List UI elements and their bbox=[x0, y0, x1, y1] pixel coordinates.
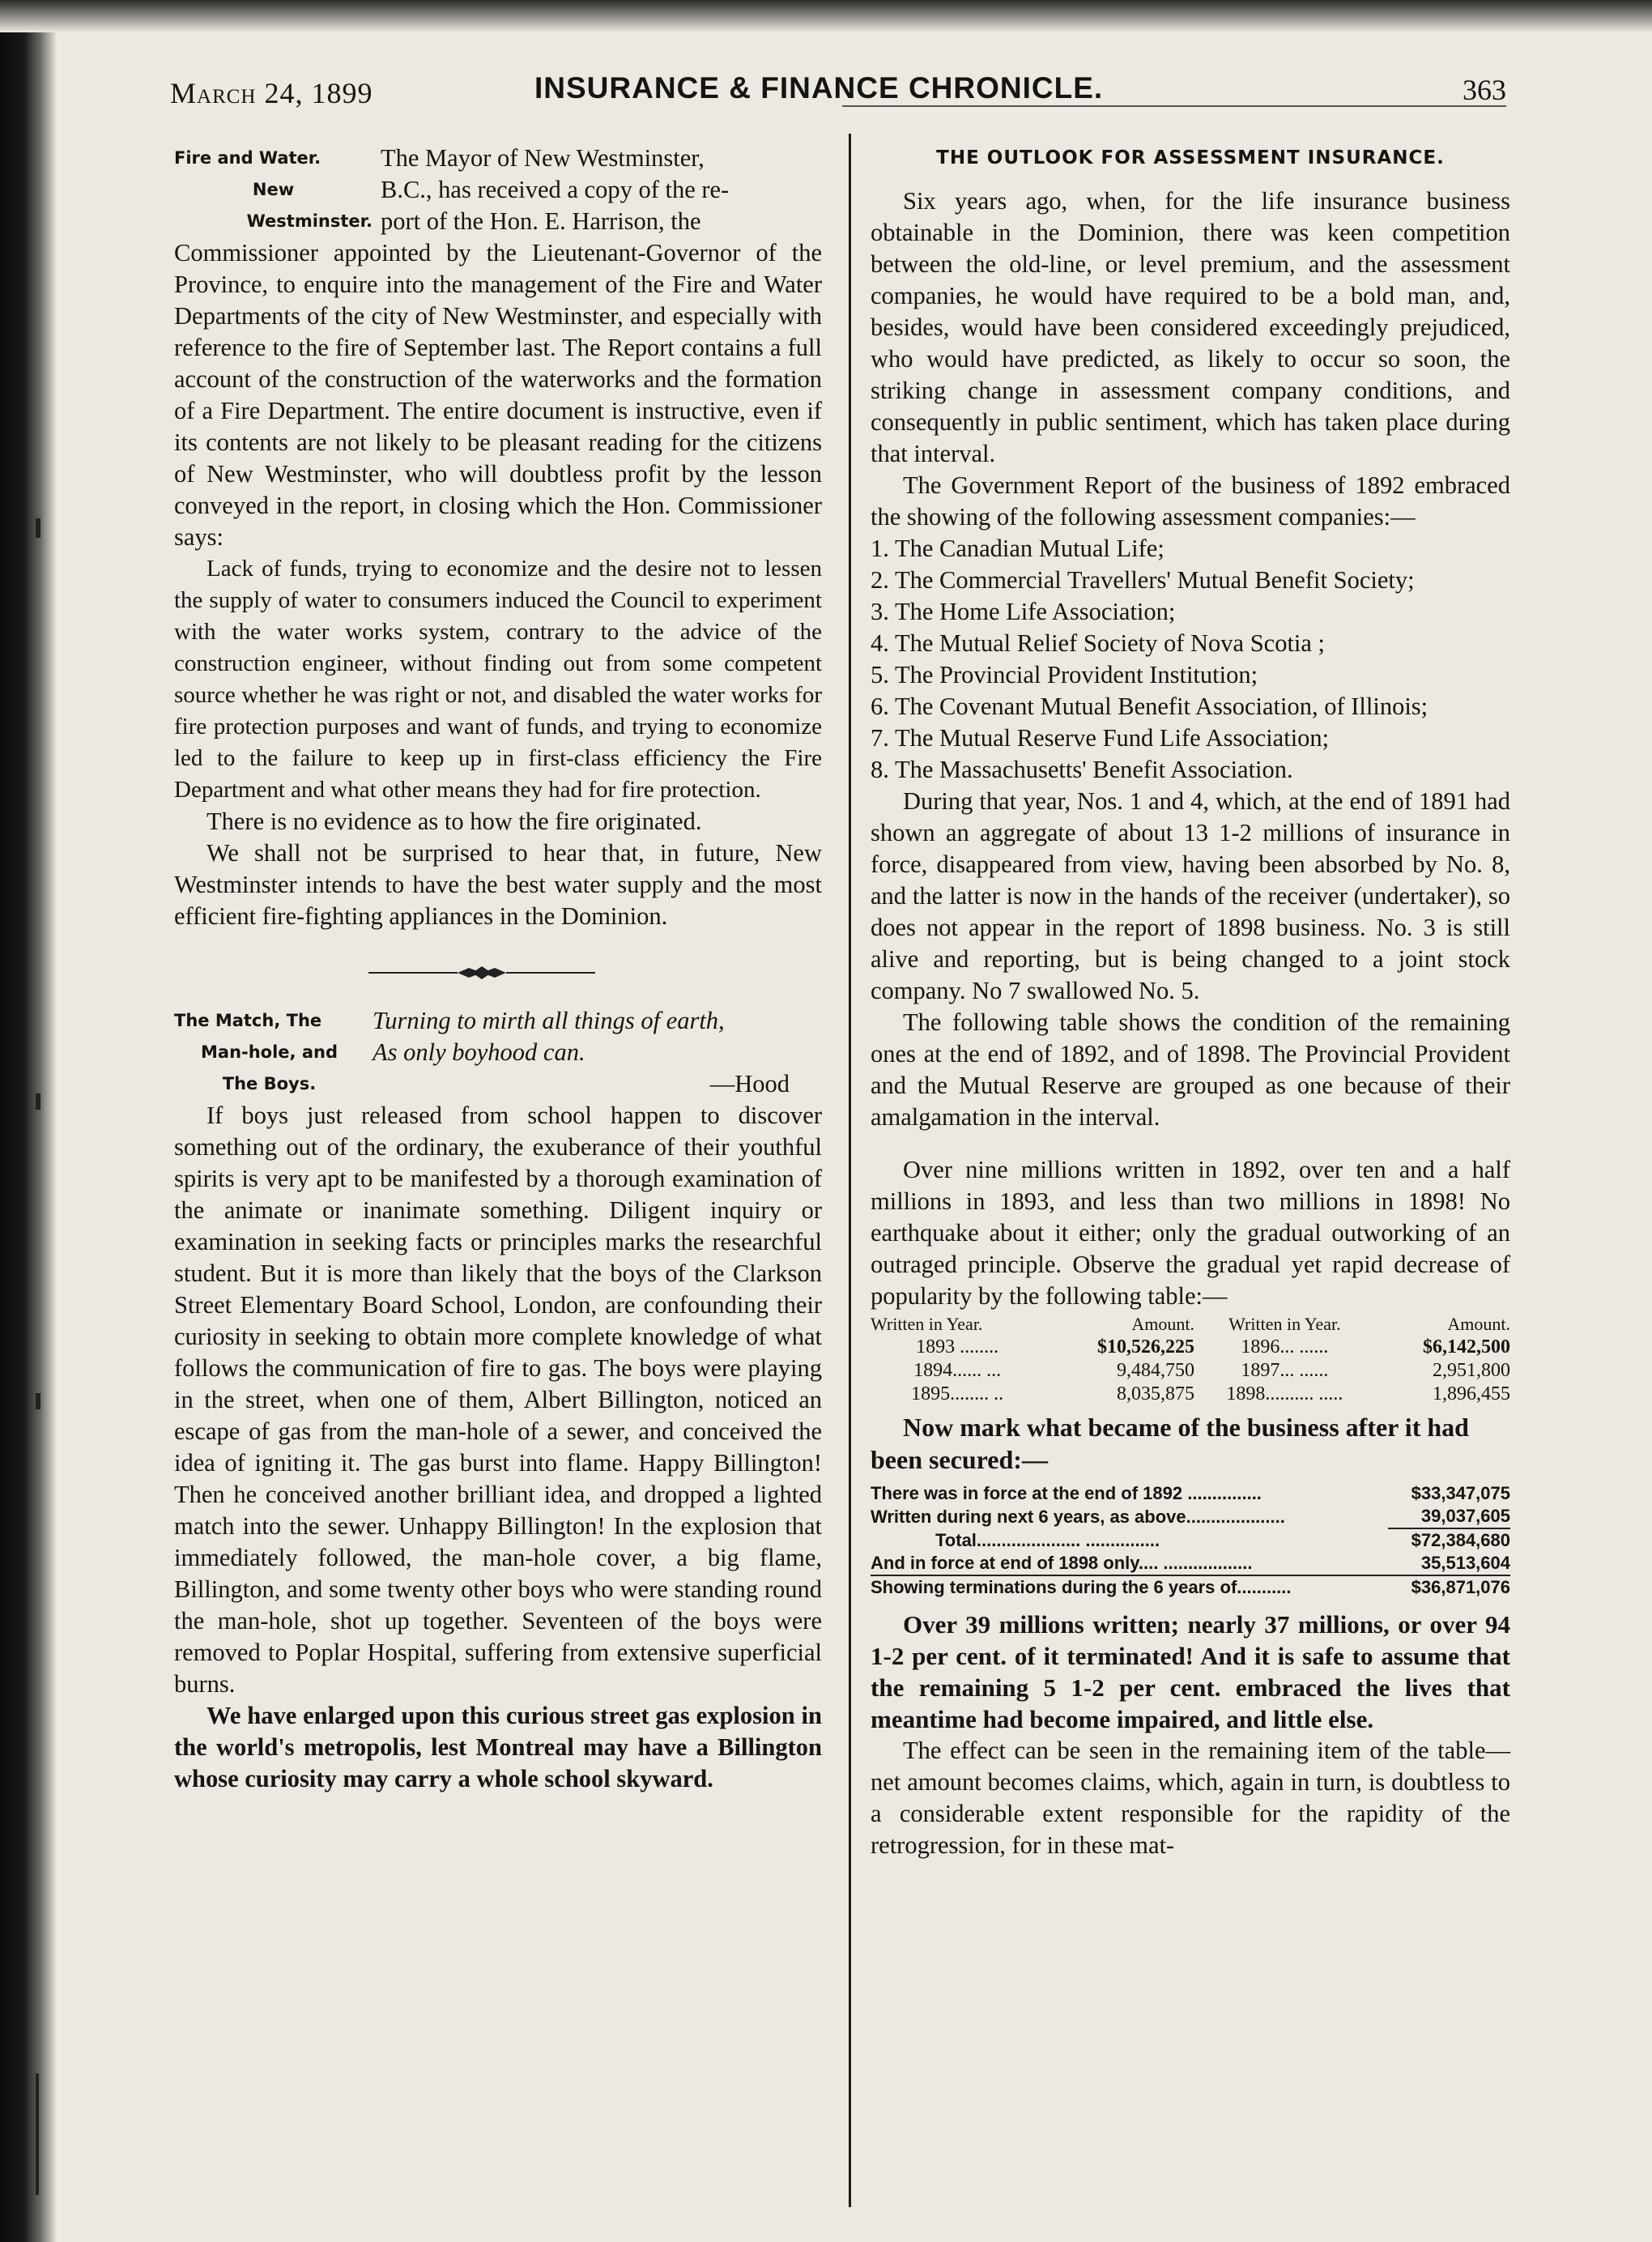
article-fire-and-water bbox=[174, 143, 822, 932]
table-cell: 1898.......... ..... bbox=[1226, 1383, 1343, 1404]
page-binding-edge bbox=[0, 0, 57, 2242]
sidehead-line: New bbox=[252, 180, 295, 199]
table-header: Amount. bbox=[1131, 1314, 1194, 1334]
sidehead bbox=[174, 143, 373, 237]
paragraph: We have enlarged upon this curious street gas explosion in the world's metropolis, lest Montreal may have a Billington whose curiosity may carry a whole school skyward. bbox=[174, 1702, 822, 1792]
article-the-match bbox=[174, 1005, 822, 1795]
page-top-edge bbox=[0, 0, 1652, 32]
paragraph: If boys just released from school happen to discover something out of the ordinary, the exuberance of their youthful spirits is very apt to be manifested by a thorough examination of the animate or inanimate something. Diligent inquiry or examination in seeking facts or principles marks the researchful student. But it is more than likely that the boys of the Clarkson Street Elementary Board School, London, are confounding their curiosity in seeking to obtain more complete knowledge of what follows the communication of fire to gas. The boys were playing in the street, when one of them, Albert Billington, noticed an escape of gas from the man-hole of a sewer, and conceived the idea of igniting it. The gas burst into flame. Happy Billington! Then he conceived another brilliant idea, and dropped a lighted match into the sewer. Unhappy Billington! In the explosion that immediately followed, the man-hole cover, a big flame, Billington, and some twenty other boys who were standing round the man-hole, shot up together. Seventeen of the boys were removed to Poplar Hospital, suffering from extensive superficial burns. bbox=[174, 1102, 822, 1698]
totals-table bbox=[871, 1482, 1510, 1599]
table-row bbox=[871, 1505, 1510, 1528]
paragraph: The effect can be seen in the remaining item of the table—net amount becomes claims, which, again in turn, is doubtless to a considerable extent responsible for the rapidity of the retrogression, for in these mat- bbox=[871, 1737, 1510, 1859]
table-header: Written in Year. bbox=[871, 1314, 983, 1334]
poem-line: As only boyhood can. bbox=[373, 1038, 585, 1066]
poem-attribution: —Hood bbox=[709, 1070, 790, 1098]
table-cell: 1894...... ... bbox=[913, 1360, 1002, 1381]
paragraph: Commissioner appointed by the Lieutenant-Governor of the Province, to enquire into the management of the Fire and Water Departments of the city of New Westminster, and especially with reference to the fire of September last. The Report contains a full account of the construction of the waterworks and the formation of a Fire Department. The entire document is instructive, even if its contents are not likely to be pleasant reading for the citizens of New Westminster, who will doubtless profit by the lesson conveyed in the report, in closing which the Hon. Commissioner says: bbox=[174, 239, 822, 551]
list-item: 7. The Mutual Reserve Fund Life Association; bbox=[871, 724, 1330, 752]
table-cell: $6,142,500 bbox=[1423, 1336, 1510, 1358]
table-cell: There was in force at the end of 1892 ............... bbox=[871, 1483, 1262, 1503]
table-cell: $33,347,075 bbox=[1411, 1483, 1510, 1503]
paragraph: There is no evidence as to how the fire originated. bbox=[206, 808, 702, 835]
list-item: 2. The Commercial Travellers' Mutual Benefit Society; bbox=[871, 566, 1415, 594]
margin-mark bbox=[36, 1393, 40, 1409]
sidehead-line: The Match, The bbox=[174, 1011, 322, 1030]
list-item: 5. The Provincial Provident Institution; bbox=[871, 661, 1258, 688]
table-cell: 1895........ .. bbox=[911, 1383, 1004, 1404]
list-item: 4. The Mutual Relief Society of Nova Scotia ; bbox=[871, 629, 1326, 657]
paragraph: Over 39 millions written; nearly 37 millions, or over 94 1-2 per cent. of it terminated! And it is safe to assume that the remaining 5 1-2 per cent. embraced the lives that meantime had become impaired, and little else. bbox=[871, 1610, 1510, 1733]
table-header: Written in Year. bbox=[1228, 1314, 1341, 1334]
table-cell: 2,951,800 bbox=[1433, 1360, 1510, 1381]
paragraph: The following table shows the condition of the remaining ones at the end of 1892, and of 1898. The Provincial Provident and the Mutual Reserve are grouped as one because of their amalgamation in the interval. bbox=[871, 1008, 1510, 1131]
section-ornament bbox=[368, 965, 595, 981]
paragraph: The Government Report of the business of 1892 embraced the showing of the following assessment companies:— bbox=[871, 471, 1510, 531]
margin-mark bbox=[36, 518, 40, 538]
list-item: 3. The Home Life Association; bbox=[871, 598, 1176, 625]
column-rule bbox=[849, 134, 851, 2207]
table-row bbox=[871, 1575, 1510, 1599]
table-row bbox=[871, 1336, 1510, 1359]
sidehead-line: Westminster. bbox=[246, 211, 373, 231]
article-title: THE OUTLOOK FOR ASSESSMENT INSURANCE. bbox=[936, 147, 1445, 168]
paragraph: Over nine millions written in 1892, over ten and a half millions in 1893, and less than two millions in 1898! No earthquake about it either; only the gradual outworking of an outraged principle. Observe the gradual yet rapid decrease of popularity by the following table:— bbox=[871, 1156, 1510, 1310]
table-cell: Showing terminations during the 6 years of........... bbox=[871, 1575, 1388, 1599]
header-date: March 24, 1899 bbox=[170, 77, 373, 109]
lead-line: The Mayor of New Westminster, bbox=[381, 144, 705, 172]
table-cell: $36,871,076 bbox=[1388, 1575, 1510, 1599]
table-cell: And in force at end of 1898 only.... .................. bbox=[871, 1553, 1253, 1573]
table-cell: 39,037,605 bbox=[1420, 1506, 1510, 1526]
table-cell: $72,384,680 bbox=[1388, 1528, 1510, 1552]
paragraph: During that year, Nos. 1 and 4, which, at the end of 1891 had shown an aggregate of about 13 1-2 millions of insurance in force, disappeared from view, having been absorbed by No. 8, and the latter is now in the hands of the receiver (undertaker), so does not appear in the report of 1898 business. No. 3 is still alive and reporting, but is being changed to a joint stock company. No 7 swallowed No. 5. bbox=[871, 787, 1510, 1004]
table-header: Amount. bbox=[1447, 1314, 1510, 1334]
header-page-number: 363 bbox=[1463, 74, 1506, 106]
table-cell: 1896... ...... bbox=[1241, 1336, 1329, 1358]
company-list bbox=[871, 533, 1510, 786]
list-item: 8. The Massachusetts' Benefit Association. bbox=[871, 756, 1293, 783]
table-row bbox=[871, 1482, 1510, 1505]
header-title: INSURANCE & FINANCE CHRONICLE. bbox=[534, 71, 1104, 104]
table-cell: Written during next 6 years, as above.................... bbox=[871, 1506, 1285, 1527]
table-row bbox=[871, 1383, 1510, 1406]
sidehead bbox=[174, 1005, 364, 1100]
margin-mark bbox=[36, 2074, 39, 2195]
list-item: 6. The Covenant Mutual Benefit Association, of Illinois; bbox=[871, 693, 1428, 720]
poem-line: Turning to mirth all things of earth, bbox=[373, 1007, 725, 1034]
table-row bbox=[871, 1528, 1510, 1552]
table-cell: 8,035,875 bbox=[1116, 1383, 1194, 1404]
paragraph: We shall not be surprised to hear that, in future, New Westminster intends to have the best water supply and the most efficient fire-fighting appliances in the Dominion. bbox=[174, 839, 822, 930]
list-item: 1. The Canadian Mutual Life; bbox=[871, 535, 1164, 562]
quoted-paragraph: Lack of funds, trying to economize and the desire not to lessen the supply of water to consumers induced the Council to experiment with the water works system, contrary to the advice of the construction engineer, without finding out from some competent source whether he was right or not, and disabled the water works for fire protection purposes and want of funds, and trying to economize led to the failure to keep up in first-class efficiency the Fire Department and what other means they had for fire protection. bbox=[174, 556, 822, 803]
table-cell: 35,513,604 bbox=[1420, 1553, 1510, 1573]
table-cell: 1897... ...... bbox=[1241, 1360, 1329, 1381]
table-cell: 1,896,455 bbox=[1433, 1383, 1510, 1404]
page-header bbox=[170, 68, 1506, 117]
table-cell: 9,484,750 bbox=[1116, 1360, 1194, 1381]
table-row bbox=[871, 1359, 1510, 1383]
table-row bbox=[871, 1552, 1510, 1575]
header-rule bbox=[842, 105, 1506, 107]
right-column bbox=[871, 143, 1510, 1861]
paragraph: Six years ago, when, for the life insurance business obtainable in the Dominion, there was keen competition between the old-line, or level premium, and the assessment companies, he would have required to be a bold man, and, besides, would have been considered exceedingly prejudiced, who would have predicted, as likely to occur so soon, the striking change in assessment company conditions, and consequently in public sentiment, which has taken place during that interval. bbox=[871, 187, 1510, 467]
margin-mark bbox=[36, 1093, 40, 1110]
table-cell: Total..................... ............... bbox=[935, 1529, 1160, 1550]
lead-line: B.C., has received a copy of the re- bbox=[381, 176, 730, 203]
written-by-year-table bbox=[871, 1312, 1510, 1406]
sidehead-line: Fire and Water. bbox=[174, 148, 321, 168]
sidehead-line: The Boys. bbox=[222, 1074, 317, 1093]
subheading: Now mark what became of the business after it had been secured:— bbox=[871, 1413, 1469, 1474]
table-cell: $10,526,225 bbox=[1096, 1336, 1194, 1358]
left-column bbox=[174, 143, 822, 1795]
table-cell: 1893 ........ bbox=[916, 1336, 999, 1358]
sidehead-line: Man-hole, and bbox=[201, 1042, 338, 1062]
lead-line: port of the Hon. E. Harrison, the bbox=[381, 207, 701, 235]
